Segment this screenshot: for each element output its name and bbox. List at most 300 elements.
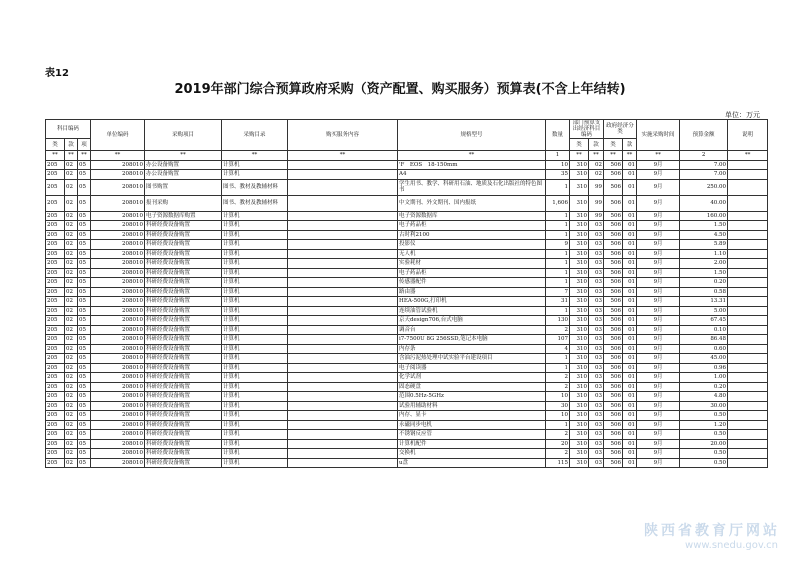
table-cell: 506 — [604, 449, 623, 459]
header-service: 购买服务内容 — [288, 120, 398, 151]
table-cell: 130 — [546, 316, 570, 326]
table-cell: 9月 — [637, 306, 680, 316]
table-cell: 208010 — [91, 240, 145, 250]
table-cell: 99 — [589, 195, 604, 211]
table-cell: 9月 — [637, 278, 680, 288]
table-cell: 208010 — [91, 297, 145, 307]
table-cell: 05 — [78, 278, 91, 288]
table-cell: 1.10 — [680, 249, 728, 259]
table-cell: 0.50 — [680, 458, 728, 468]
table-row — [46, 170, 768, 180]
table-cell — [288, 170, 398, 180]
table-cell: 9月 — [637, 195, 680, 211]
table-cell: 310 — [570, 221, 589, 231]
table-cell: 02 — [65, 401, 78, 411]
table-cell: 计算机 — [222, 335, 288, 345]
marker-row — [46, 151, 768, 161]
table-cell: 01 — [623, 449, 637, 459]
table-cell: 9月 — [637, 297, 680, 307]
table-cell — [288, 211, 398, 221]
table-cell: 506 — [604, 230, 623, 240]
table-cell: 205 — [46, 325, 65, 335]
table-cell: 无人机 — [398, 249, 546, 259]
table-cell: 205 — [46, 306, 65, 316]
table-cell: 计算机 — [222, 268, 288, 278]
table-row — [46, 211, 768, 221]
table-cell: 310 — [570, 316, 589, 326]
table-cell: 2 — [680, 151, 728, 161]
table-cell: 9月 — [637, 221, 680, 231]
table-cell: 1.50 — [680, 221, 728, 231]
table-cell: 05 — [78, 430, 91, 440]
table-cell: 05 — [78, 160, 91, 170]
table-cell: 506 — [604, 170, 623, 180]
table-cell: 0.20 — [680, 278, 728, 288]
table-cell: 205 — [46, 401, 65, 411]
table-cell: 205 — [46, 195, 65, 211]
table-cell: 计算机 — [222, 306, 288, 316]
table-cell: 208010 — [91, 420, 145, 430]
table-cell — [728, 170, 768, 180]
table-cell: 506 — [604, 363, 623, 373]
table-cell: 205 — [46, 354, 65, 364]
table-cell: 205 — [46, 211, 65, 221]
table-cell: 205 — [46, 249, 65, 259]
table-row — [46, 363, 768, 373]
table-cell — [288, 449, 398, 459]
table-cell: 03 — [589, 382, 604, 392]
table-cell: 科研经费设备购置 — [145, 297, 222, 307]
table-cell: 0.50 — [680, 411, 728, 421]
table-cell: 计算机 — [222, 297, 288, 307]
table-cell: 4.50 — [680, 230, 728, 240]
table-cell: 计算机 — [222, 287, 288, 297]
table-cell: 科研经费设备购置 — [145, 335, 222, 345]
table-cell — [728, 297, 768, 307]
table-row — [46, 449, 768, 459]
table-cell: 02 — [65, 316, 78, 326]
table-cell — [728, 458, 768, 468]
table-cell: 9月 — [637, 179, 680, 195]
table-cell — [728, 401, 768, 411]
table-cell: 03 — [589, 240, 604, 250]
table-cell — [288, 373, 398, 383]
table-cell: 2 — [546, 430, 570, 440]
table-cell: 01 — [623, 211, 637, 221]
table-row — [46, 221, 768, 231]
table-cell: 9月 — [637, 382, 680, 392]
table-cell — [728, 449, 768, 459]
table-cell: 506 — [604, 221, 623, 231]
table-cell: 传感器配件 — [398, 278, 546, 288]
header-qty: 数量 — [546, 120, 570, 151]
table-cell: 9月 — [637, 344, 680, 354]
table-cell: 506 — [604, 278, 623, 288]
table-cell — [288, 325, 398, 335]
table-cell: 05 — [78, 344, 91, 354]
table-cell: 10 — [546, 160, 570, 170]
table-cell — [728, 344, 768, 354]
table-cell: 科研经费设备购置 — [145, 458, 222, 468]
table-cell: 05 — [78, 230, 91, 240]
table-cell: 208010 — [91, 278, 145, 288]
table-cell: 310 — [570, 230, 589, 240]
table-cell: 计算机 — [222, 249, 288, 259]
table-cell: 报刊采购 — [145, 195, 222, 211]
table-cell: 05 — [78, 411, 91, 421]
table-cell: 02 — [65, 287, 78, 297]
table-cell: 'F EOS 18-150mm — [398, 160, 546, 170]
table-cell: 7 — [546, 287, 570, 297]
table-cell: 208010 — [91, 160, 145, 170]
table-cell: 计算机 — [222, 411, 288, 421]
table-cell: 506 — [604, 325, 623, 335]
table-cell: 2 — [546, 373, 570, 383]
watermark-url: www.snedu.gov.cn — [685, 540, 778, 551]
table-row — [46, 420, 768, 430]
table-row — [46, 268, 768, 278]
table-cell: 9 — [546, 240, 570, 250]
table-cell: 205 — [46, 449, 65, 459]
table-cell: 科研经费设备购置 — [145, 411, 222, 421]
table-cell — [728, 382, 768, 392]
table-cell: 01 — [623, 401, 637, 411]
table-cell: 208010 — [91, 439, 145, 449]
table-cell: 208010 — [91, 344, 145, 354]
table-cell: 计算机 — [222, 230, 288, 240]
table-cell — [728, 306, 768, 316]
table-cell: 205 — [46, 268, 65, 278]
table-cell: 05 — [78, 382, 91, 392]
table-cell — [288, 249, 398, 259]
table-body — [46, 151, 768, 468]
table-cell: 7.00 — [680, 170, 728, 180]
table-cell: 计算机 — [222, 221, 288, 231]
table-cell: 208010 — [91, 449, 145, 459]
table-cell: 208010 — [91, 363, 145, 373]
table-cell: 9月 — [637, 325, 680, 335]
table-cell: 02 — [589, 160, 604, 170]
table-cell: 67.45 — [680, 316, 728, 326]
table-cell: 01 — [623, 249, 637, 259]
table-cell: 2 — [546, 325, 570, 335]
table-cell — [288, 195, 398, 211]
table-cell: 30 — [546, 401, 570, 411]
table-cell: 208010 — [91, 458, 145, 468]
table-cell — [288, 259, 398, 269]
table-cell: 科研经费设备购置 — [145, 316, 222, 326]
table-cell: 208010 — [91, 259, 145, 269]
table-cell: 310 — [570, 240, 589, 250]
table-cell: 31 — [546, 297, 570, 307]
table-cell: 02 — [65, 354, 78, 364]
table-cell: 05 — [78, 297, 91, 307]
table-cell: 205 — [46, 240, 65, 250]
table-cell: 205 — [46, 420, 65, 430]
table-cell: 01 — [623, 170, 637, 180]
table-cell: 205 — [46, 411, 65, 421]
procurement-table — [45, 119, 768, 468]
table-cell: 310 — [570, 458, 589, 468]
table-cell: 计算机 — [222, 458, 288, 468]
table-cell: 9月 — [637, 411, 680, 421]
table-cell: 范围0.5Hz-5GHz — [398, 392, 546, 402]
table-cell — [288, 401, 398, 411]
table-cell: 计算机 — [222, 278, 288, 288]
table-cell: 电子阅读器 — [398, 363, 546, 373]
header-project: 采购项目 — [145, 120, 222, 151]
table-cell: 250.00 — [680, 179, 728, 195]
table-cell: 02 — [65, 179, 78, 195]
table-cell: 图书、教材及教辅材料 — [222, 195, 288, 211]
table-cell: 投影仪 — [398, 240, 546, 250]
table-cell: 05 — [78, 449, 91, 459]
table-cell — [728, 430, 768, 440]
table-row — [46, 230, 768, 240]
header-econ-gov: 政府经济分类 — [604, 120, 637, 139]
table-cell — [288, 458, 398, 468]
table-cell: 506 — [604, 420, 623, 430]
table-cell — [288, 179, 398, 195]
table-cell: 208010 — [91, 325, 145, 335]
table-cell: 506 — [604, 335, 623, 345]
table-cell: 05 — [78, 195, 91, 211]
table-cell: 0.50 — [680, 430, 728, 440]
table-cell: 03 — [589, 458, 604, 468]
table-cell: 205 — [46, 259, 65, 269]
table-cell: 02 — [65, 458, 78, 468]
table-cell — [728, 373, 768, 383]
table-cell: 205 — [46, 287, 65, 297]
header-lei: 类 — [46, 139, 65, 151]
table-cell — [728, 420, 768, 430]
table-cell: 科研经费设备购置 — [145, 278, 222, 288]
table-cell: 01 — [623, 373, 637, 383]
table-cell: ** — [65, 151, 78, 161]
table-cell: ** — [604, 151, 623, 161]
table-cell — [728, 268, 768, 278]
table-row — [46, 439, 768, 449]
table-cell: 01 — [623, 392, 637, 402]
table-cell: 02 — [65, 221, 78, 231]
unit-label: 单位：万元 — [725, 111, 760, 119]
table-cell: 连续油管试验机 — [398, 306, 546, 316]
table-cell: 01 — [623, 354, 637, 364]
table-cell: 科研经费设备购置 — [145, 373, 222, 383]
table-cell: 506 — [604, 373, 623, 383]
table-cell — [288, 363, 398, 373]
table-cell: i7-7500U 8G 256SSD,笔记本电脑 — [398, 335, 546, 345]
table-cell — [728, 240, 768, 250]
table-cell: 1 — [546, 249, 570, 259]
table-cell: 02 — [65, 344, 78, 354]
table-cell: 0.60 — [680, 344, 728, 354]
table-cell: 0.20 — [680, 382, 728, 392]
table-cell: 506 — [604, 382, 623, 392]
table-cell: 内存条 — [398, 344, 546, 354]
table-cell: 9月 — [637, 439, 680, 449]
table-cell: 310 — [570, 211, 589, 221]
table-cell: 03 — [589, 335, 604, 345]
table-cell: 计算机 — [222, 439, 288, 449]
table-cell — [728, 335, 768, 345]
table-cell — [728, 411, 768, 421]
header-subject-code: 科目编码 — [46, 120, 91, 139]
table-cell: 01 — [623, 230, 637, 240]
table-cell — [728, 287, 768, 297]
table-cell: 310 — [570, 430, 589, 440]
table-cell: 1 — [546, 354, 570, 364]
table-cell: 02 — [65, 211, 78, 221]
table-cell: 计算机 — [222, 392, 288, 402]
table-cell: 01 — [623, 240, 637, 250]
table-cell: 9月 — [637, 287, 680, 297]
table-cell: 208010 — [91, 211, 145, 221]
table-cell: 05 — [78, 240, 91, 250]
table-row — [46, 411, 768, 421]
header-gov-kuan: 款 — [623, 139, 637, 151]
table-cell: 图书购置 — [145, 179, 222, 195]
table-cell: 固态硬盘 — [398, 382, 546, 392]
table-cell: 9月 — [637, 211, 680, 221]
table-cell: 计算机 — [222, 430, 288, 440]
table-cell: 01 — [623, 458, 637, 468]
table-cell: 9月 — [637, 449, 680, 459]
table-cell: 01 — [623, 430, 637, 440]
table-cell — [288, 316, 398, 326]
table-cell: 10 — [546, 392, 570, 402]
table-cell: 02 — [65, 411, 78, 421]
table-cell — [728, 179, 768, 195]
table-cell: 4 — [546, 344, 570, 354]
table-cell: 科研经费设备购置 — [145, 268, 222, 278]
table-cell: ** — [570, 151, 589, 161]
table-cell: 506 — [604, 179, 623, 195]
table-cell: 205 — [46, 179, 65, 195]
table-cell: 208010 — [91, 316, 145, 326]
table-cell: 02 — [65, 392, 78, 402]
table-cell: 05 — [78, 211, 91, 221]
table-cell: 05 — [78, 306, 91, 316]
table-cell: 506 — [604, 240, 623, 250]
table-cell: 9月 — [637, 373, 680, 383]
table-cell: 03 — [589, 344, 604, 354]
table-cell: 05 — [78, 354, 91, 364]
table-cell: 试验用辅助材料 — [398, 401, 546, 411]
table-cell: 205 — [46, 160, 65, 170]
table-cell: 506 — [604, 392, 623, 402]
table-cell: 506 — [604, 344, 623, 354]
table-cell: ** — [78, 151, 91, 161]
table-cell: ** — [637, 151, 680, 161]
table-cell: 310 — [570, 325, 589, 335]
table-cell: 9月 — [637, 230, 680, 240]
table-cell: 电子资源数据库购置 — [145, 211, 222, 221]
table-cell: 86.48 — [680, 335, 728, 345]
table-cell: 99 — [589, 179, 604, 195]
table-cell: 01 — [623, 316, 637, 326]
table-cell: 03 — [589, 430, 604, 440]
table-cell: ** — [728, 151, 768, 161]
table-cell: 含油污泥热处理中试实验平台建设项目 — [398, 354, 546, 364]
table-cell: 1 — [546, 151, 570, 161]
table-cell: 310 — [570, 411, 589, 421]
table-cell: ** — [91, 151, 145, 161]
header-xiang: 项 — [78, 139, 91, 151]
table-cell: 02 — [65, 259, 78, 269]
table-cell: 506 — [604, 195, 623, 211]
table-cell: 9月 — [637, 268, 680, 278]
table-cell: 计算机 — [222, 160, 288, 170]
table-cell: 05 — [78, 373, 91, 383]
table-cell: 永磁同步电机 — [398, 420, 546, 430]
table-cell: 4.80 — [680, 392, 728, 402]
table-cell: 科研经费设备购置 — [145, 259, 222, 269]
table-cell: 205 — [46, 316, 65, 326]
table-cell: 01 — [623, 363, 637, 373]
table-cell: 506 — [604, 259, 623, 269]
table-cell: 9月 — [637, 170, 680, 180]
table-cell: 02 — [65, 249, 78, 259]
table-cell: 计算机 — [222, 240, 288, 250]
table-cell: 01 — [623, 297, 637, 307]
table-cell: 506 — [604, 430, 623, 440]
table-cell: 科研经费设备购置 — [145, 344, 222, 354]
table-row — [46, 287, 768, 297]
table-cell: 1.50 — [680, 268, 728, 278]
table-cell: 9月 — [637, 259, 680, 269]
table-cell: 学生用书、教学、科研用石油、地质及石化出版社的特色图书 — [398, 179, 546, 195]
table-cell: 310 — [570, 363, 589, 373]
table-cell: 05 — [78, 335, 91, 345]
table-cell: 310 — [570, 382, 589, 392]
table-row — [46, 392, 768, 402]
table-cell: 1 — [546, 278, 570, 288]
table-cell — [728, 160, 768, 170]
table-cell: 99 — [589, 211, 604, 221]
table-row — [46, 373, 768, 383]
table-cell: 1 — [546, 420, 570, 430]
table-cell: 05 — [78, 268, 91, 278]
table-cell: 计算机 — [222, 170, 288, 180]
table-cell — [728, 195, 768, 211]
table-cell: 1 — [546, 179, 570, 195]
table-cell — [728, 325, 768, 335]
table-cell: 01 — [623, 411, 637, 421]
table-cell: 2 — [546, 449, 570, 459]
table-cell: 05 — [78, 179, 91, 195]
table-cell: 205 — [46, 278, 65, 288]
table-cell — [728, 354, 768, 364]
table-cell: 1 — [546, 306, 570, 316]
table-row — [46, 195, 768, 211]
table-cell: 05 — [78, 392, 91, 402]
table-cell: 科研经费设备购置 — [145, 430, 222, 440]
table-cell: 02 — [65, 297, 78, 307]
table-cell: 03 — [589, 259, 604, 269]
table-cell: 03 — [589, 420, 604, 430]
table-cell: 506 — [604, 297, 623, 307]
table-cell: 05 — [78, 287, 91, 297]
table-cell: 计算机 — [222, 325, 288, 335]
table-cell: 205 — [46, 230, 65, 240]
table-cell: 205 — [46, 392, 65, 402]
table-cell: 05 — [78, 170, 91, 180]
table-cell: 01 — [623, 195, 637, 211]
table-cell: 205 — [46, 221, 65, 231]
table-cell: 506 — [604, 211, 623, 221]
table-cell — [728, 439, 768, 449]
